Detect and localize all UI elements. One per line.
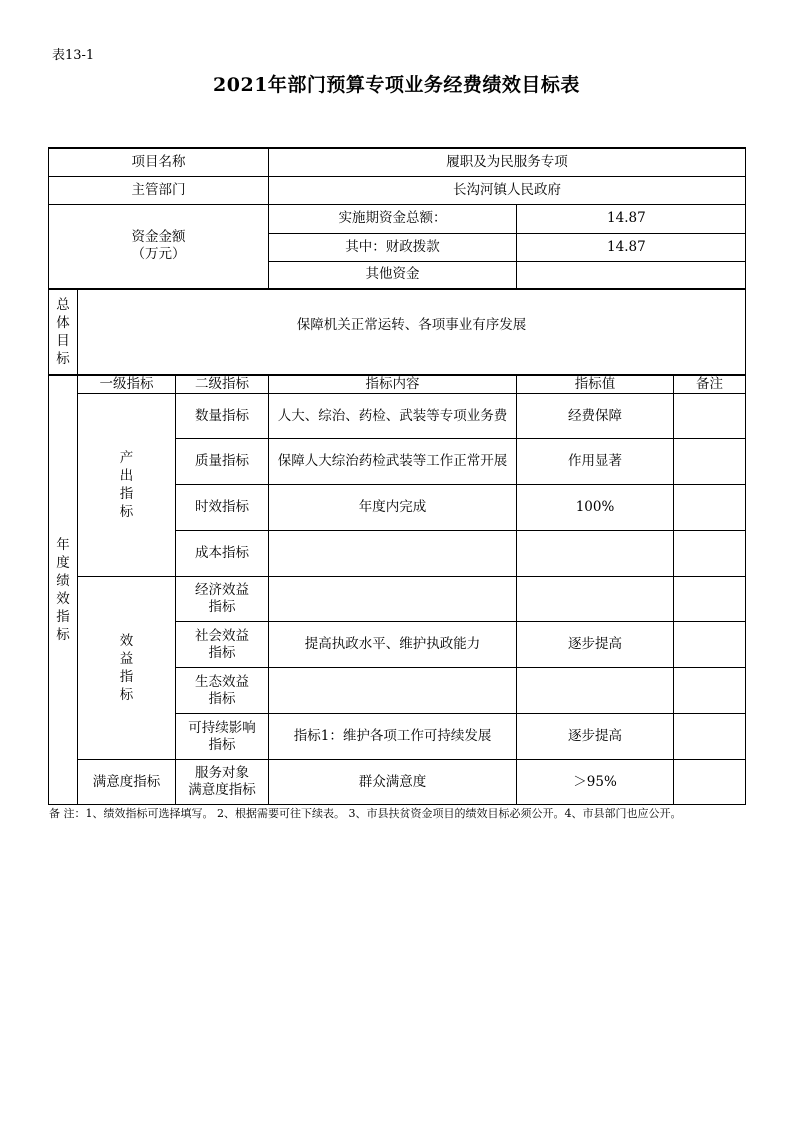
value-cell: ＞95% [517, 760, 674, 805]
level2-cell: 质量指标 [176, 439, 269, 485]
value-cell: 作用显著 [517, 439, 674, 485]
header-content: 指标内容 [269, 375, 517, 394]
fund-amount-label [49, 204, 269, 289]
overall-goal-text: 保障机关正常运转、各项事业有序发展 [78, 289, 746, 375]
benefit-indicator-label [78, 577, 176, 760]
side-label-char: 效 [56, 591, 70, 607]
note-cell [674, 668, 746, 714]
benefit-label-char: 益 [119, 651, 134, 667]
benefit-label-char: 效 [119, 633, 134, 649]
fiscal-fund-label: 其中：财政拨款 [269, 233, 517, 261]
note-cell [674, 394, 746, 439]
side-label-char: 度 [56, 555, 70, 571]
department-label: 主管部门 [49, 176, 269, 204]
content-cell: 指标1：维护各项工作可持续发展 [269, 714, 517, 760]
note-cell [674, 531, 746, 577]
value-cell: 逐步提高 [517, 714, 674, 760]
content-cell [269, 577, 517, 622]
content-cell [269, 531, 517, 577]
value-cell: 逐步提高 [517, 622, 674, 668]
benefit-label-char: 标 [119, 687, 134, 703]
department-value: 长沟河镇人民政府 [269, 176, 746, 204]
level2-cell: 数量指标 [176, 394, 269, 439]
header-value: 指标值 [517, 375, 674, 394]
output-label-char: 指 [119, 486, 134, 502]
side-label-char: 标 [56, 627, 70, 643]
footer-note: 备 注：1、绩效指标可选择填写。 2、根据需要可往下续表。 3、市县扶贫资金项目的绩效目标必须公开。4、市县部门也应公开。 [49, 807, 682, 820]
side-label-char: 绩 [56, 573, 70, 589]
fund-amount-label-line2: （万元） [131, 246, 186, 263]
header-level2: 二级指标 [176, 375, 269, 394]
level2-cell: 成本指标 [176, 531, 269, 577]
fiscal-fund-value: 14.87 [517, 233, 746, 261]
other-fund-label: 其他资金 [269, 261, 517, 289]
satisfaction-indicator-label: 满意度指标 [78, 760, 176, 805]
header-note: 备注 [674, 375, 746, 394]
content-cell: 年度内完成 [269, 485, 517, 531]
header-level1: 一级指标 [78, 375, 176, 394]
goal-label-char: 标 [56, 351, 70, 367]
value-cell [517, 531, 674, 577]
note-cell [674, 714, 746, 760]
fund-amount-label-line1: 资金金额 [131, 229, 186, 246]
project-name-label: 项目名称 [49, 148, 269, 176]
level2-cell: 服务对象 满意度指标 [176, 760, 269, 805]
table-row [49, 394, 746, 439]
output-label-char: 产 [119, 450, 134, 466]
goal-label-char: 体 [56, 315, 70, 331]
content-cell: 群众满意度 [269, 760, 517, 805]
content-cell [269, 668, 517, 714]
side-label-char: 年 [56, 537, 70, 553]
performance-target-table [48, 147, 746, 805]
content-cell: 保障人大综治药检武装等工作正常开展 [269, 439, 517, 485]
output-label-char: 出 [119, 468, 134, 484]
level2-cell: 经济效益 指标 [176, 577, 269, 622]
note-cell [674, 577, 746, 622]
note-cell [674, 439, 746, 485]
level2-cell: 时效指标 [176, 485, 269, 531]
project-name-value: 履职及为民服务专项 [269, 148, 746, 176]
value-cell: 100% [517, 485, 674, 531]
overall-goal-label [49, 289, 78, 375]
level2-cell: 可持续影响 指标 [176, 714, 269, 760]
value-cell [517, 668, 674, 714]
output-indicator-label [78, 394, 176, 577]
table-row [49, 577, 746, 622]
content-cell: 提高执政水平、维护执政能力 [269, 622, 517, 668]
output-label-char: 标 [119, 504, 134, 520]
benefit-label-char: 指 [119, 669, 134, 685]
value-cell: 经费保障 [517, 394, 674, 439]
note-cell [674, 485, 746, 531]
level2-cell: 生态效益 指标 [176, 668, 269, 714]
note-cell [674, 622, 746, 668]
goal-label-char: 总 [56, 297, 70, 313]
table-number: 表13-1 [52, 48, 95, 63]
total-fund-label: 实施期资金总额： [269, 204, 517, 233]
note-cell [674, 760, 746, 805]
other-fund-value [517, 261, 746, 289]
side-label-char: 指 [56, 609, 70, 625]
value-cell [517, 577, 674, 622]
content-cell: 人大、综治、药检、武装等专项业务费 [269, 394, 517, 439]
table-row [49, 760, 746, 805]
annual-indicator-label [49, 375, 78, 805]
page-title: 2021年部门预算专项业务经费绩效目标表 [213, 74, 580, 96]
level2-cell: 社会效益 指标 [176, 622, 269, 668]
total-fund-value: 14.87 [517, 204, 746, 233]
goal-label-char: 目 [56, 333, 70, 349]
